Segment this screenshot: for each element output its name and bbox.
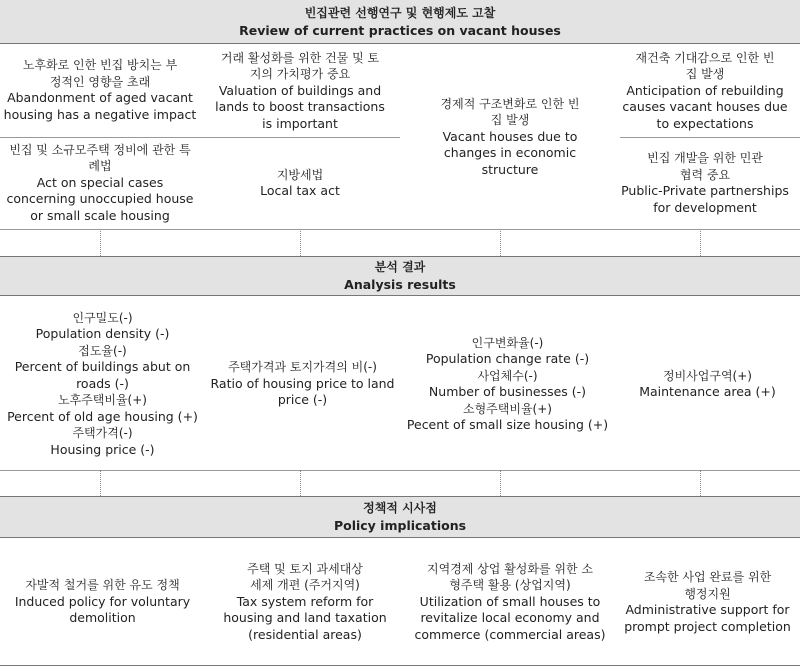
review-item [400, 46, 620, 228]
connector-line [300, 229, 301, 256]
review-item-ko: 노후화로 인한 빈집 방치는 부정적인 영향을 초래 [22, 58, 178, 89]
policy-item [615, 540, 800, 664]
review-title-en: Review of current practices on vacant houses [239, 22, 561, 38]
connector-line [100, 229, 101, 256]
policy-title-en: Policy implications [333, 518, 467, 533]
review-item-ko: 지방세법 [276, 167, 324, 182]
review-item-ko: 재건축 기대감으로 인한 빈집 발생 [635, 50, 775, 82]
review-item-en: Vacant houses due to changes in economic structure [442, 128, 578, 177]
analysis-item-en: Pecent of small size housing (+) [406, 417, 609, 432]
analysis-col [205, 298, 400, 470]
policy-item-ko: 자발적 철거를 위한 유도 정책 [25, 578, 180, 593]
analysis-item-ko: 정비사업구역(+) [663, 368, 752, 383]
connector-line [500, 229, 501, 256]
analysis-item-ko: 인구밀도(-) [72, 310, 133, 325]
analysis-item-en: Ratio of housing price to land price (-) [210, 375, 395, 408]
review-item [200, 46, 400, 136]
policy-item-en: Tax system reform for housing and land taxation (residential areas) [223, 593, 387, 642]
analysis-header [0, 256, 800, 296]
analysis-item-en: Percent of old age housing (+) [7, 408, 198, 424]
review-item-ko: 빈집 및 소규모주택 정비에 관한 특례법 [9, 142, 191, 174]
policy-item-ko: 주택 및 토지 과세대상 세제 개편 (주거지역) [247, 561, 363, 593]
divider [0, 470, 800, 471]
analysis-col [0, 298, 205, 470]
review-item-en: Anticipation of rebuilding causes vacant houses due to expectations [622, 82, 788, 131]
review-item [610, 138, 800, 228]
analysis-item-ko: 접도율(-) [78, 343, 127, 358]
policy-title-ko: 정책적 시사점 [363, 501, 437, 515]
analysis-item-en: Housing price (-) [50, 441, 155, 457]
analysis-item-ko: 주택가격과 토지가격의 비(-) [228, 360, 377, 375]
review-item-en: Abandonment of aged vacant housing has a negative impact [3, 90, 197, 122]
policy-item [0, 540, 205, 664]
review-item-en: Act on special cases concerning unoccupied house or small scale housing [6, 174, 194, 223]
review-item-en: Public-Private partnerships for development [621, 183, 789, 215]
analysis-item-en: Number of businesses (-) [428, 384, 587, 399]
analysis-item-en: Population change rate (-) [425, 351, 590, 366]
review-item-ko: 빈집 개발을 위한 민관 협력 중요 [647, 151, 763, 182]
divider [620, 137, 800, 138]
review-item-ko: 거래 활성화를 위한 건물 및 토지의 가치평가 중요 [220, 50, 380, 82]
review-item [610, 46, 800, 136]
analysis-item-ko: 인구변화율(-) [471, 335, 544, 350]
review-item [200, 138, 400, 228]
divider [0, 229, 800, 230]
policy-item-ko: 지역경제 상업 활성화를 위한 소형주택 활용 (상업지역) [427, 561, 593, 593]
review-item-en: Local tax act [260, 183, 340, 198]
review-item-ko: 경제적 구조변화로 인한 빈집 발생 [440, 96, 580, 128]
analysis-item-ko: 주택가격(-) [72, 426, 133, 441]
review-item [0, 138, 200, 228]
policy-item-ko: 조속한 사업 완료를 위한 행정지원 [643, 570, 772, 601]
review-item [0, 52, 200, 128]
analysis-col [400, 298, 615, 470]
connector-line [700, 470, 701, 496]
analysis-item-ko: 노후주택비율(+) [58, 393, 147, 408]
analysis-item-en: Population density (-) [35, 326, 170, 342]
analysis-item-ko: 사업체수(-) [477, 368, 538, 383]
policy-item-en: Induced policy for voluntary demolition [14, 593, 191, 626]
analysis-title-en: Analysis results [344, 277, 456, 292]
policy-item-en: Utilization of small houses to revitalize local economy and commerce (commercial areas) [414, 593, 606, 642]
analysis-title-ko: 분석 결과 [374, 260, 426, 274]
review-title-ko: 빈집관련 선행연구 및 현행제도 고찰 [304, 5, 496, 20]
policy-item [405, 540, 615, 664]
review-item-en: Valuation of buildings and lands to boost transactions is important [215, 82, 385, 131]
analysis-item-en: Maintenance area (+) [639, 384, 776, 399]
policy-item [205, 540, 405, 664]
analysis-item-en: Percent of buildings abut on roads (-) [14, 359, 191, 391]
policy-header [0, 496, 800, 538]
analysis-col [615, 298, 800, 470]
divider [0, 137, 400, 138]
connector-line [700, 229, 701, 256]
connector-line [300, 470, 301, 496]
connector-line [100, 470, 101, 496]
analysis-item-ko: 소형주택비율(+) [463, 401, 552, 416]
connector-line [500, 470, 501, 496]
review-header [0, 0, 800, 44]
policy-item-en: Administrative support for prompt project completion [624, 602, 791, 634]
